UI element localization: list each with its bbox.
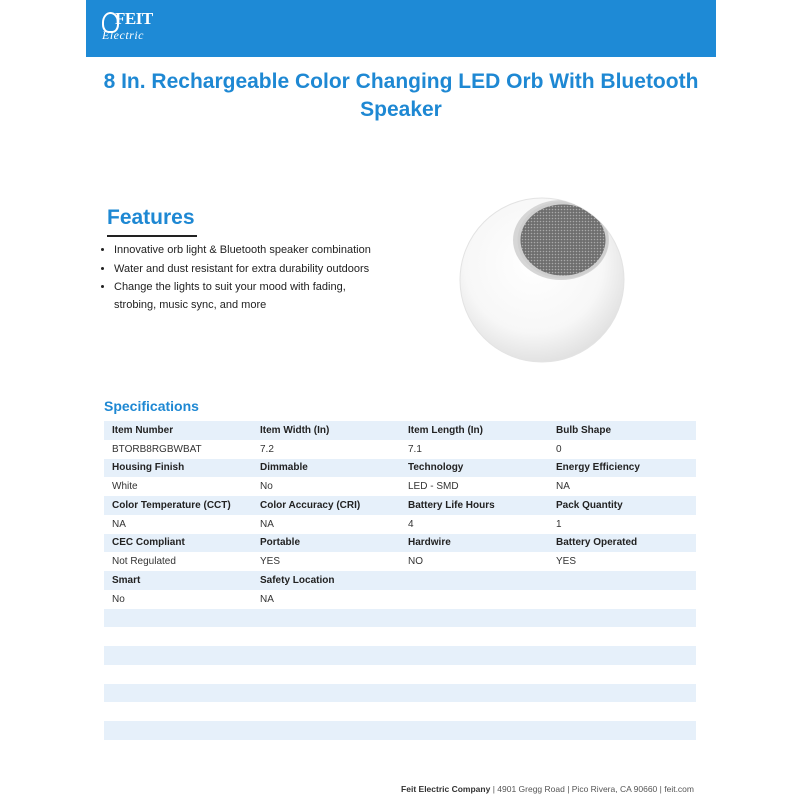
led-orb-speaker-icon [455, 190, 635, 365]
spec-label: Pack Quantity [548, 496, 696, 515]
spec-label: CEC Compliant [104, 534, 252, 553]
footer-company: Feit Electric Company [401, 784, 491, 794]
spec-value: 1 [548, 515, 696, 534]
page-title: 8 In. Rechargeable Color Changing LED Orb With Bluetooth Speaker [103, 70, 699, 121]
spec-value: 7.2 [252, 440, 400, 459]
spec-value-row [104, 590, 696, 609]
spec-label: Item Width (In) [252, 421, 400, 440]
empty-row [104, 684, 696, 703]
spec-label: Dimmable [252, 459, 400, 478]
spec-label: Item Number [104, 421, 252, 440]
spec-label-row [104, 421, 696, 440]
spec-value: NA [252, 590, 400, 609]
spec-label: Energy Efficiency [548, 459, 696, 478]
footer-website-link[interactable]: feit.com [664, 784, 694, 794]
spec-value: No [104, 590, 252, 609]
spec-value: No [252, 477, 400, 496]
header-bar [86, 0, 716, 57]
spec-value-row [104, 515, 696, 534]
spec-value-row [104, 477, 696, 496]
logo-text-bottom: Electric [102, 28, 144, 42]
spec-value: LED - SMD [400, 477, 548, 496]
logo-text-top: FEIT [115, 9, 153, 28]
spec-label: Housing Finish [104, 459, 252, 478]
specifications-table [104, 421, 696, 740]
footer [401, 784, 694, 794]
spec-label-row [104, 459, 696, 478]
spec-value: YES [548, 552, 696, 571]
spec-value: NA [252, 515, 400, 534]
spec-value: NA [104, 515, 252, 534]
spec-label: Item Length (In) [400, 421, 548, 440]
spec-label-row [104, 571, 696, 590]
spec-label [400, 571, 548, 590]
spec-value: NO [400, 552, 548, 571]
spec-value: 0 [548, 440, 696, 459]
spec-label: Color Accuracy (CRI) [252, 496, 400, 515]
spec-label: Portable [252, 534, 400, 553]
spec-label: Safety Location [252, 571, 400, 590]
features-underline [107, 235, 197, 237]
feit-logo [102, 8, 172, 44]
spec-value: Not Regulated [104, 552, 252, 571]
feature-item: • Change the lights to suit your mood with fading, strobing, music sync, and more [114, 279, 384, 314]
footer-address: | 4901 Gregg Road | Pico Rivera, CA 90660 | [490, 784, 662, 794]
spec-label: Hardwire [400, 534, 548, 553]
spec-value-row [104, 440, 696, 459]
empty-row [104, 646, 696, 665]
spec-value: NA [548, 477, 696, 496]
spec-label: Smart [104, 571, 252, 590]
item-number-link[interactable]: BTORB8RGBWBAT [104, 440, 252, 459]
spec-label-row [104, 534, 696, 553]
feature-item: • Water and dust resistant for extra durability outdoors [114, 261, 384, 279]
features-heading: Features [107, 206, 195, 229]
spec-label: Technology [400, 459, 548, 478]
empty-row [104, 721, 696, 740]
spec-label: Bulb Shape [548, 421, 696, 440]
spec-value: White [104, 477, 252, 496]
empty-row [104, 702, 696, 721]
spec-value-row [104, 552, 696, 571]
spec-label-row [104, 496, 696, 515]
empty-row [104, 609, 696, 628]
empty-row [104, 665, 696, 684]
spec-label [548, 571, 696, 590]
specifications-heading: Specifications [104, 398, 199, 414]
spec-value [400, 590, 548, 609]
spec-value: 4 [400, 515, 548, 534]
feature-item: • Innovative orb light & Bluetooth speaker combination [114, 242, 384, 260]
spec-label: Battery Operated [548, 534, 696, 553]
spec-label: Battery Life Hours [400, 496, 548, 515]
spec-value: 7.1 [400, 440, 548, 459]
features-list [103, 242, 384, 315]
empty-row [104, 627, 696, 646]
spec-value: YES [252, 552, 400, 571]
spec-label: Color Temperature (CCT) [104, 496, 252, 515]
spec-value [548, 590, 696, 609]
